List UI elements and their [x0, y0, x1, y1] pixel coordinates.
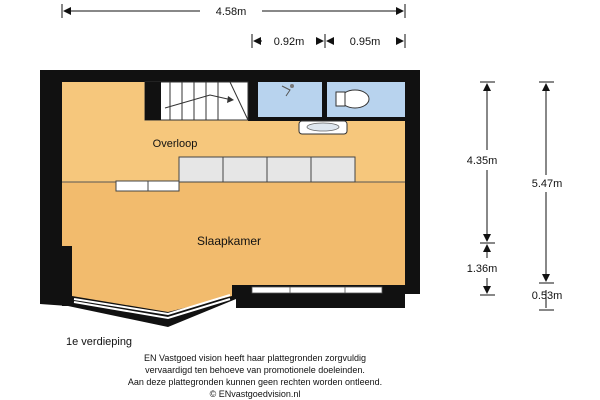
bathroom-wall-bottom	[248, 117, 405, 121]
dimension-segment-left-label: 0.92m	[273, 36, 305, 48]
disclaimer-line: Aan deze plattegronden kunnen geen rechten worden ontleend.	[127, 377, 383, 387]
dimension-height-total-label: 5.47m	[531, 178, 563, 190]
dimension-segments	[252, 34, 405, 48]
staircase	[145, 82, 248, 120]
dimension-total-width	[62, 4, 405, 18]
floor-title: 1e verdieping	[66, 336, 133, 348]
toilet-icon	[336, 90, 369, 108]
radiator	[116, 181, 179, 191]
sink-icon	[299, 121, 347, 134]
disclaimer-line: © ENvastgoedvision.nl	[209, 389, 301, 399]
room-label-bedroom: Slaapkamer	[196, 234, 262, 248]
dimension-segment-right-label: 0.95m	[349, 36, 381, 48]
bathroom-wall-left	[248, 82, 258, 120]
dimension-vertical-outer	[532, 82, 563, 310]
disclaimer	[0, 352, 510, 400]
dimension-vertical-inner	[467, 82, 498, 295]
dimension-height-lower-label: 1.36m	[466, 263, 498, 275]
dimension-total-width-label: 4.58m	[215, 6, 247, 18]
bathroom-floor	[258, 82, 405, 120]
room-label-landing: Overloop	[152, 138, 198, 150]
chimney-notch	[62, 246, 72, 306]
dimension-height-bay-label: 0.53m	[531, 290, 563, 302]
dimension-height-main-label: 4.35m	[466, 155, 498, 167]
bathroom-wall-mid	[322, 82, 327, 120]
rear-window	[252, 287, 382, 293]
built-in-cabinets	[179, 157, 355, 182]
disclaimer-line: vervaardigd ten behoeve van promotionele doeleinden.	[145, 365, 365, 375]
disclaimer-line: EN Vastgoed vision heeft haar plattegronden zorgvuldig	[144, 353, 366, 363]
